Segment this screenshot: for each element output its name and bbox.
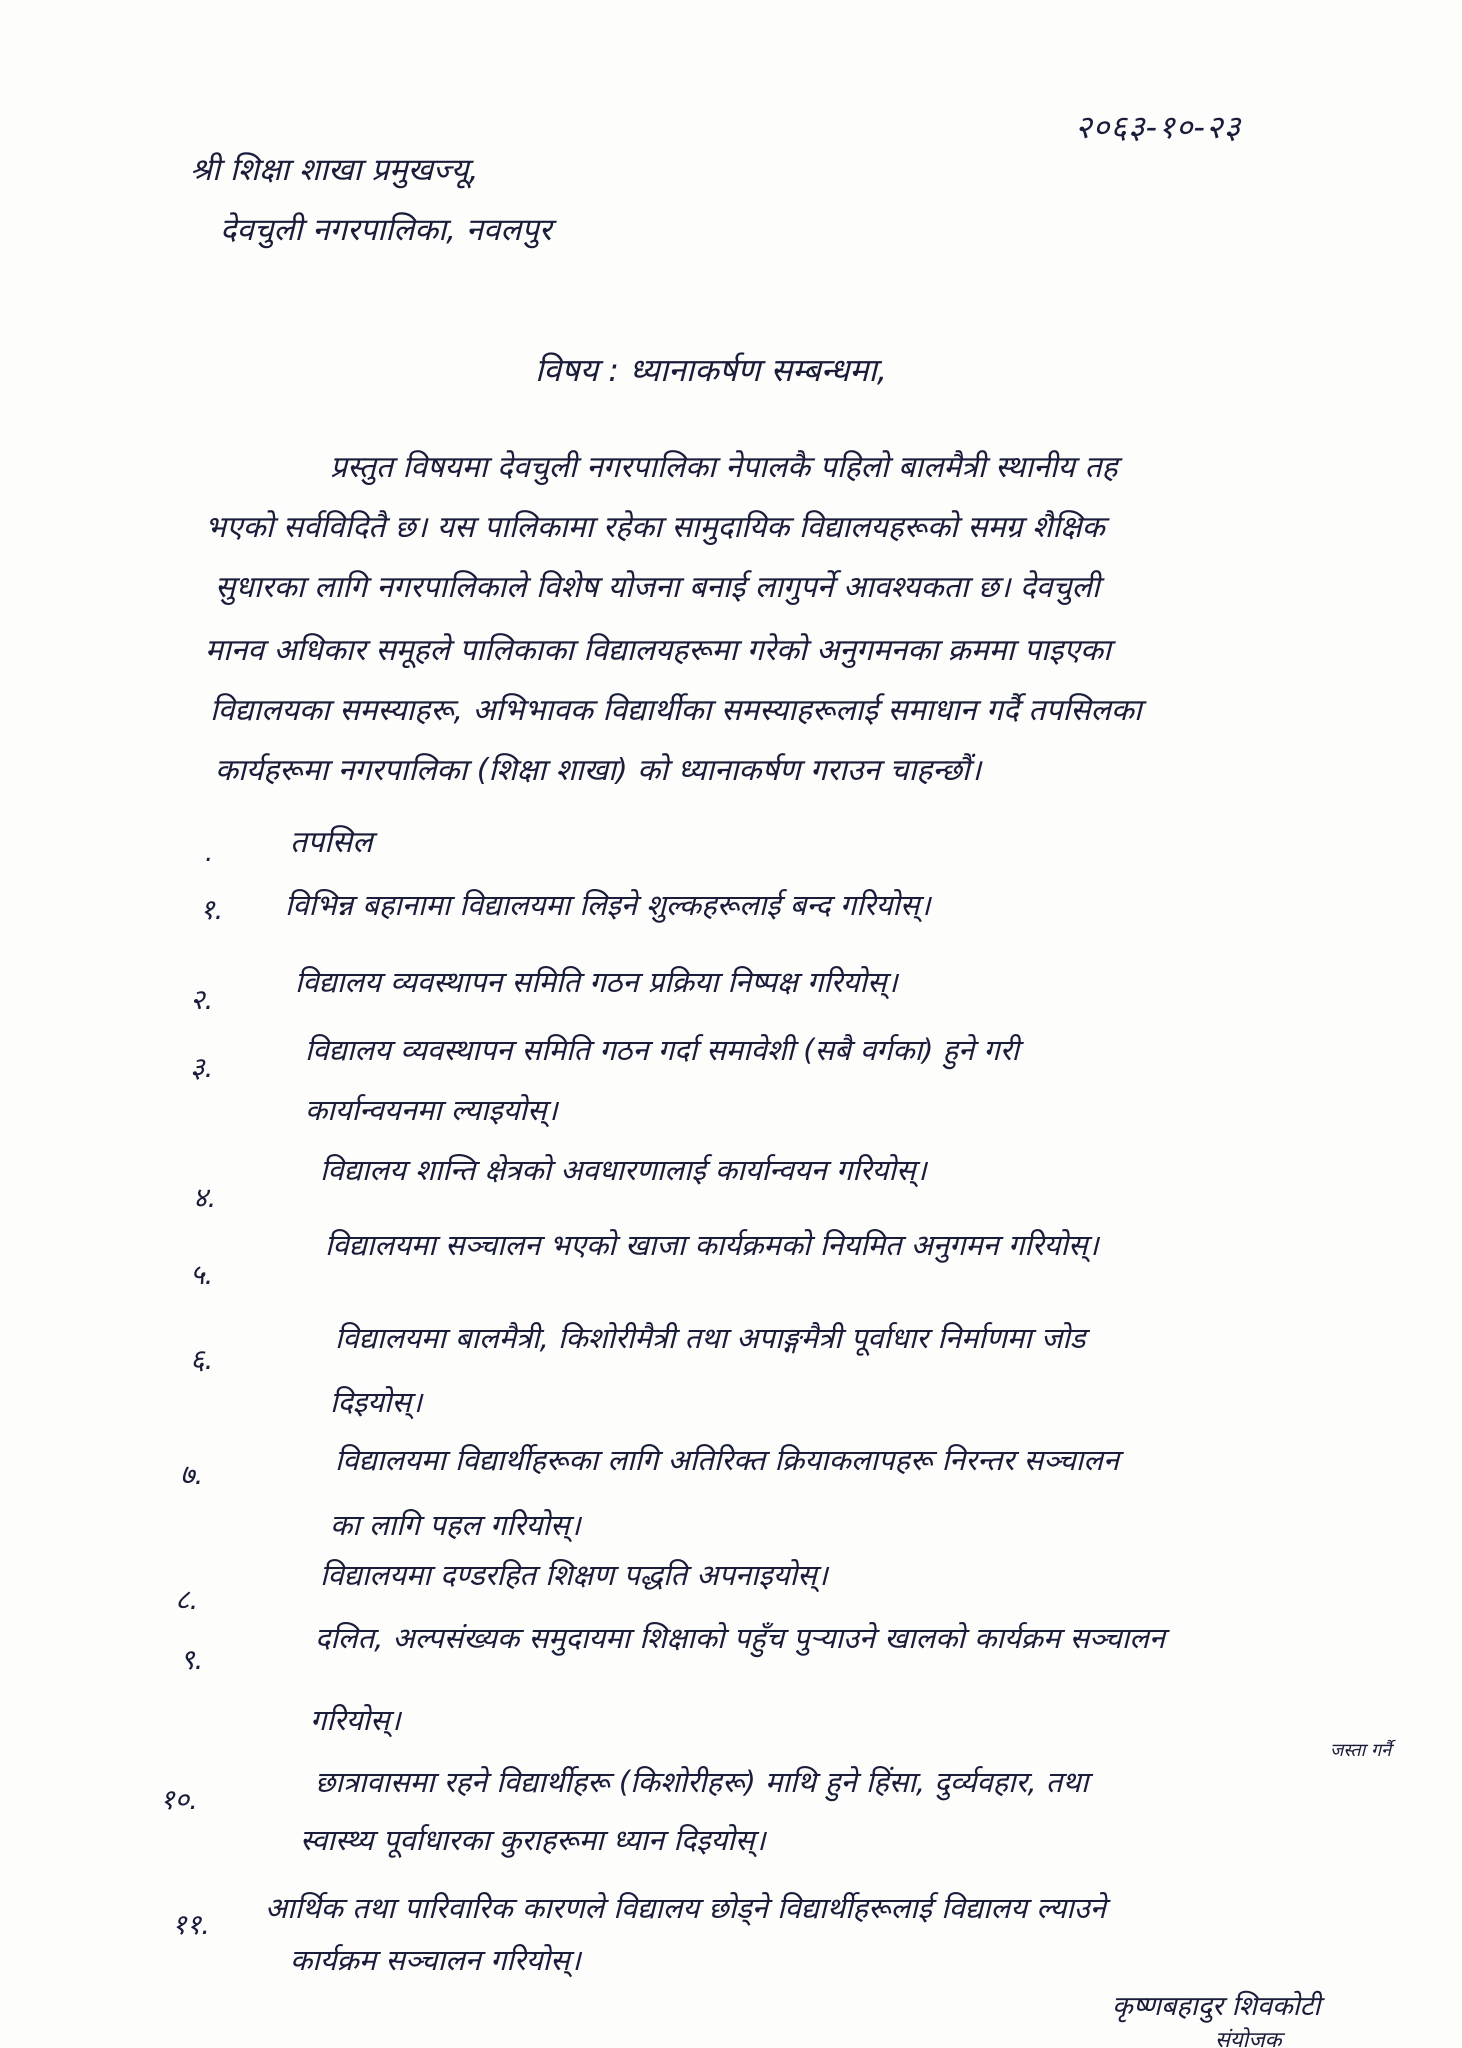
item-number: ९. [180, 1643, 204, 1676]
item-text: विद्यालयमा दण्डरहित शिक्षण पद्धति अपनाइयोस्। [320, 1558, 828, 1592]
item-number: १. [200, 893, 224, 926]
item-number: ६. [190, 1343, 214, 1376]
item-number: ८. [175, 1583, 199, 1616]
item-number: ११. [172, 1908, 211, 1941]
item-text: दलित, अल्पसंख्यक समुदायमा शिक्षाको पहुँच पुर्‍याउने खालको कार्यक्रम सञ्चालन [315, 1621, 1165, 1655]
subject-line: विषय : ध्यानाकर्षण सम्बन्धमा, [535, 351, 888, 389]
item-number: १०. [160, 1783, 199, 1816]
item-number: ३. [190, 1051, 214, 1084]
recipient-line-2: देवचुली नगरपालिका, नवलपुर [220, 212, 552, 248]
item-text: गरियोस्। [310, 1703, 401, 1737]
item-text: विभिन्न बहानामा विद्यालयमा लिइने शुल्कहरूलाई बन्द गरियोस्। [285, 888, 931, 922]
item-number: ४. [193, 1181, 217, 1214]
body-line: सुधारका लागि नगरपालिकाले विशेष योजना बनाई लागुपर्ने आवश्यकता छ। देवचुली [215, 570, 1100, 605]
item-text: छात्रावासमा रहने विद्यार्थीहरू (किशोरीहरू) माथि हुने हिंसा, दुर्व्यवहार, तथा [315, 1765, 1089, 1799]
item-text: दिइयोस्। [330, 1385, 423, 1419]
body-line: भएको सर्वविदितै छ। यस पालिकामा रहेका सामुदायिक विद्यालयहरूको समग्र शैक्षिक [205, 510, 1105, 545]
item-text: विद्यालय व्यवस्थापन समिति गठन प्रक्रिया निष्पक्ष गरियोस्। [295, 965, 898, 999]
item-text: कार्यान्वयनमा ल्याइयोस्। [305, 1093, 558, 1127]
item-text: विद्यालय शान्ति क्षेत्रको अवधारणालाई कार्यान्वयन गरियोस्। [320, 1153, 927, 1187]
signature-name: कृष्णबहादुर शिवकोटी [1112, 1991, 1321, 2022]
item-text: स्वास्थ्य पूर्वाधारका कुराहरूमा ध्यान दिइयोस्। [300, 1823, 766, 1857]
body-line: कार्यहरूमा नगरपालिका (शिक्षा शाखा) को ध्यानाकर्षण गराउन चाहन्छौं। [215, 753, 982, 788]
item-number: ७. [180, 1458, 204, 1491]
item-text: विद्यालयमा बालमैत्री, किशोरीमैत्री तथा अपाङ्गमैत्री पूर्वाधार निर्माणमा जोड [335, 1321, 1086, 1355]
item-text: आर्थिक तथा पारिवारिक कारणले विद्यालय छोड्ने विद्यार्थीहरूलाई विद्यालय ल्याउने [265, 1891, 1106, 1925]
body-line: प्रस्तुत विषयमा देवचुली नगरपालिका नेपालकै पहिलो बालमैत्री स्थानीय तह [330, 450, 1118, 485]
body-line: मानव अधिकार समूहले पालिकाका विद्यालयहरूमा गरेको अनुगमनका क्रममा पाइएका [205, 633, 1111, 668]
item-text: विद्यालयमा विद्यार्थीहरूका लागि अतिरिक्त क्रियाकलापहरू निरन्तर सञ्चालन [335, 1443, 1120, 1477]
item-text: विद्यालय व्यवस्थापन समिति गठन गर्दा समावेशी (सबै वर्गका) हुने गरी [305, 1033, 1020, 1067]
inserted-note: जस्ता गर्नै [1330, 1740, 1392, 1761]
body-line: विद्यालयका समस्याहरू, अभिभावक विद्यार्थीका समस्याहरूलाई समाधान गर्दै तपसिलका [210, 693, 1142, 728]
signature-title: संयोजक [1215, 2028, 1282, 2048]
recipient-line-1: श्री शिक्षा शाखा प्रमुखज्यू, [190, 152, 479, 188]
item-text: विद्यालयमा सञ्चालन भएको खाजा कार्यक्रमको नियमित अनुगमन गरियोस्। [325, 1228, 1099, 1262]
item-number: २. [190, 983, 214, 1016]
letter-date: २०६३-१०-२३ [1075, 108, 1242, 146]
list-dot: . [205, 838, 214, 868]
list-header: तपसिल [290, 825, 373, 860]
item-text: कार्यक्रम सञ्चालन गरियोस्। [290, 1943, 581, 1977]
item-number: ५. [190, 1258, 214, 1291]
item-text: का लागि पहल गरियोस्। [330, 1508, 581, 1542]
